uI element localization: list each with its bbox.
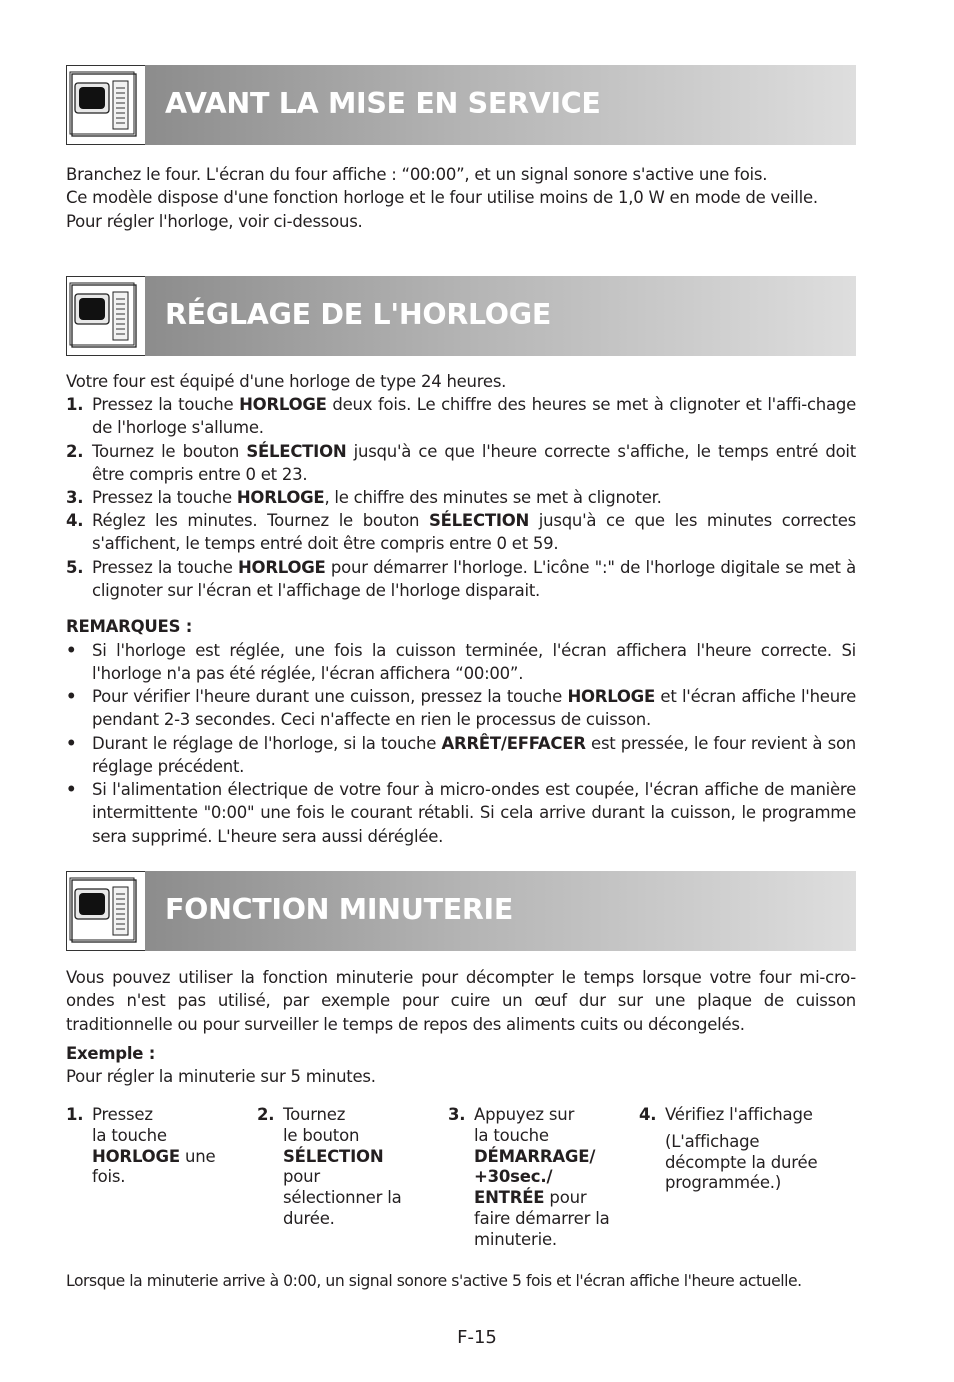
timer-step [66, 1105, 236, 1188]
step-number: 1. [66, 395, 84, 414]
step-text: Pressez la touche [92, 395, 240, 414]
avant-line-1: Branchez le four. L'écran du four affiche : “00:00”, et un signal sonore s'active une fois. [66, 165, 768, 184]
step-line: le bouton [283, 1125, 360, 1145]
timer-step [257, 1105, 427, 1230]
step-number: 2. [66, 442, 84, 461]
bullet-icon: • [66, 780, 77, 799]
step-line: décompte la durée [665, 1152, 818, 1172]
page-number: F-15 [457, 1327, 497, 1348]
step-line: durée. [283, 1208, 335, 1228]
step-key: HORLOGE [92, 1146, 180, 1166]
note-text: Si l'alimentation électrique de votre four à micro-ondes est coupée, l'écran affiche de manière intermittente "0:00" une fois le courant rétabli. Si cela arrive durant la cuisson, le programme sera supprimé. L'heure sera aussi déréglée. [92, 780, 856, 846]
step-line: sélectionner la [283, 1188, 402, 1208]
step-line: fois. [92, 1167, 126, 1187]
note-text: Durant le réglage de l'horloge, si la touche [92, 734, 442, 753]
step-key: ENTRÉE [474, 1188, 545, 1208]
step-line: minuterie. [474, 1229, 557, 1249]
step-key: HORLOGE [237, 558, 326, 577]
step-line: la touche [92, 1125, 167, 1145]
step-key: SÉLECTION [283, 1146, 384, 1166]
step-line: pour [283, 1167, 321, 1187]
step-text: Pressez la touche [92, 558, 238, 577]
step-key: DÉMARRAGE/ [474, 1146, 596, 1166]
step-text: Tournez le bouton [92, 442, 247, 461]
exemple-title: Exemple : [66, 1044, 156, 1063]
step-text: pour démarrer l'horloge. L'icône ":" de l'horloge digitale se met à clignoter sur l'écran et l'affichage de l'horloge disparait. [92, 558, 856, 601]
note-text: Pour vérifier l'heure durant une cuisson, pressez la touche [92, 687, 568, 706]
bullet-icon: • [66, 641, 77, 660]
step-text: deux fois. Le chiffre des heures se met à clignoter et l'affi-chage de l'horloge s'allume. [92, 395, 856, 438]
avant-line-3: Pour régler l'horloge, voir ci-dessous. [66, 211, 363, 231]
step-line: pour [544, 1188, 587, 1208]
section-header-bar [145, 65, 856, 145]
exemple-text: Pour régler la minuterie sur 5 minutes. [66, 1067, 376, 1086]
step-key: SÉLECTION [429, 511, 530, 530]
step-number: 4. [66, 511, 84, 530]
microwave-icon [66, 276, 146, 356]
microwave-icon [66, 871, 146, 951]
avant-line-2: Ce modèle dispose d'une fonction horloge et le four utilise moins de 1,0 W en mode de veille. [66, 188, 818, 208]
note-item [66, 639, 856, 686]
step-number: 3. [66, 488, 84, 507]
note-item [66, 732, 856, 779]
timer-step [448, 1105, 618, 1251]
section-header-minuterie [66, 871, 856, 951]
remarques-title: REMARQUES : [66, 617, 193, 636]
horloge-step [66, 556, 856, 603]
microwave-icon [66, 65, 146, 145]
minuterie-intro: Vous pouvez utiliser la fonction minuterie pour décompter le temps lorsque votre four mi-cro-ondes n'est pas utilisé, par exemple pour cuire un œuf dur sur une plaque de cuisson traditionnelle ou pour surveiller le temps de repos des aliments cuits ou décongelés. [66, 968, 856, 1034]
step-key: HORLOGE [239, 395, 327, 414]
step-line: Appuyez sur [474, 1105, 575, 1124]
step-text: Réglez les minutes. Tournez le bouton [92, 511, 430, 530]
section-header-horloge [66, 276, 856, 356]
horloge-step [66, 393, 856, 440]
step-line: programmée.) [665, 1173, 782, 1193]
note-key: ARRÊT/EFFACER [441, 734, 586, 753]
note-item [66, 778, 856, 848]
step-line: Vérifiez l'affichage [665, 1105, 813, 1124]
step-line: Tournez [283, 1105, 346, 1124]
step-text: jusqu'à ce que l'heure correcte s'affiche, le temps entré doit être compris entre 0 et 23. [92, 442, 856, 485]
bullet-icon: • [66, 734, 77, 753]
step-line: Pressez [92, 1105, 153, 1124]
note-text: et l'écran affiche l'heure pendant 2-3 secondes. Ceci n'affecte en rien le processus de cuisson. [92, 687, 856, 730]
note-key: HORLOGE [567, 687, 655, 706]
step-number: 4. [639, 1105, 657, 1124]
step-text: Pressez la touche [92, 488, 237, 507]
section-title: FONCTION MINUTERIE [165, 893, 513, 926]
minuterie-footer: Lorsque la minuterie arrive à 0:00, un signal sonore s'active 5 fois et l'écran affiche l'heure actuelle. [66, 1272, 802, 1290]
step-key: HORLOGE [236, 488, 325, 507]
step-number: 5. [66, 558, 84, 577]
horloge-step [66, 486, 856, 509]
step-key: +30sec./ [474, 1167, 553, 1187]
step-number: 2. [257, 1105, 275, 1124]
horloge-intro: Votre four est équipé d'une horloge de type 24 heures. [66, 372, 507, 391]
section-title: AVANT LA MISE EN SERVICE [165, 87, 601, 120]
note-item [66, 685, 856, 732]
bullet-icon: • [66, 687, 77, 706]
step-key: SÉLECTION [246, 442, 347, 461]
section-header-avant [66, 65, 856, 145]
note-text: est pressée, le four revient à son réglage précédent. [92, 734, 856, 777]
section-header-bar [145, 871, 856, 951]
horloge-step [66, 440, 856, 487]
step-number: 3. [448, 1105, 466, 1124]
avant-paragraph [66, 163, 856, 233]
section-header-bar [145, 276, 856, 356]
horloge-step [66, 509, 856, 556]
step-text: , le chiffre des minutes se met à clignoter. [324, 488, 662, 507]
step-line: faire démarrer la [474, 1208, 610, 1228]
step-line: (L'affichage [665, 1131, 760, 1151]
step-line: une [179, 1146, 216, 1166]
step-text: jusqu'à ce que les minutes correctes s'affichent, le temps entré doit être compris entre 0 et 59. [92, 511, 856, 554]
step-number: 1. [66, 1105, 84, 1124]
step-line: la touche [474, 1125, 549, 1145]
timer-step [639, 1105, 849, 1194]
note-text: Si l'horloge est réglée, une fois la cuisson terminée, l'écran affichera l'heure correcte. Si l'horloge n'a pas été réglée, l'écran affichera “00:00”. [92, 641, 856, 684]
section-title: RÉGLAGE DE L'HORLOGE [165, 298, 552, 331]
